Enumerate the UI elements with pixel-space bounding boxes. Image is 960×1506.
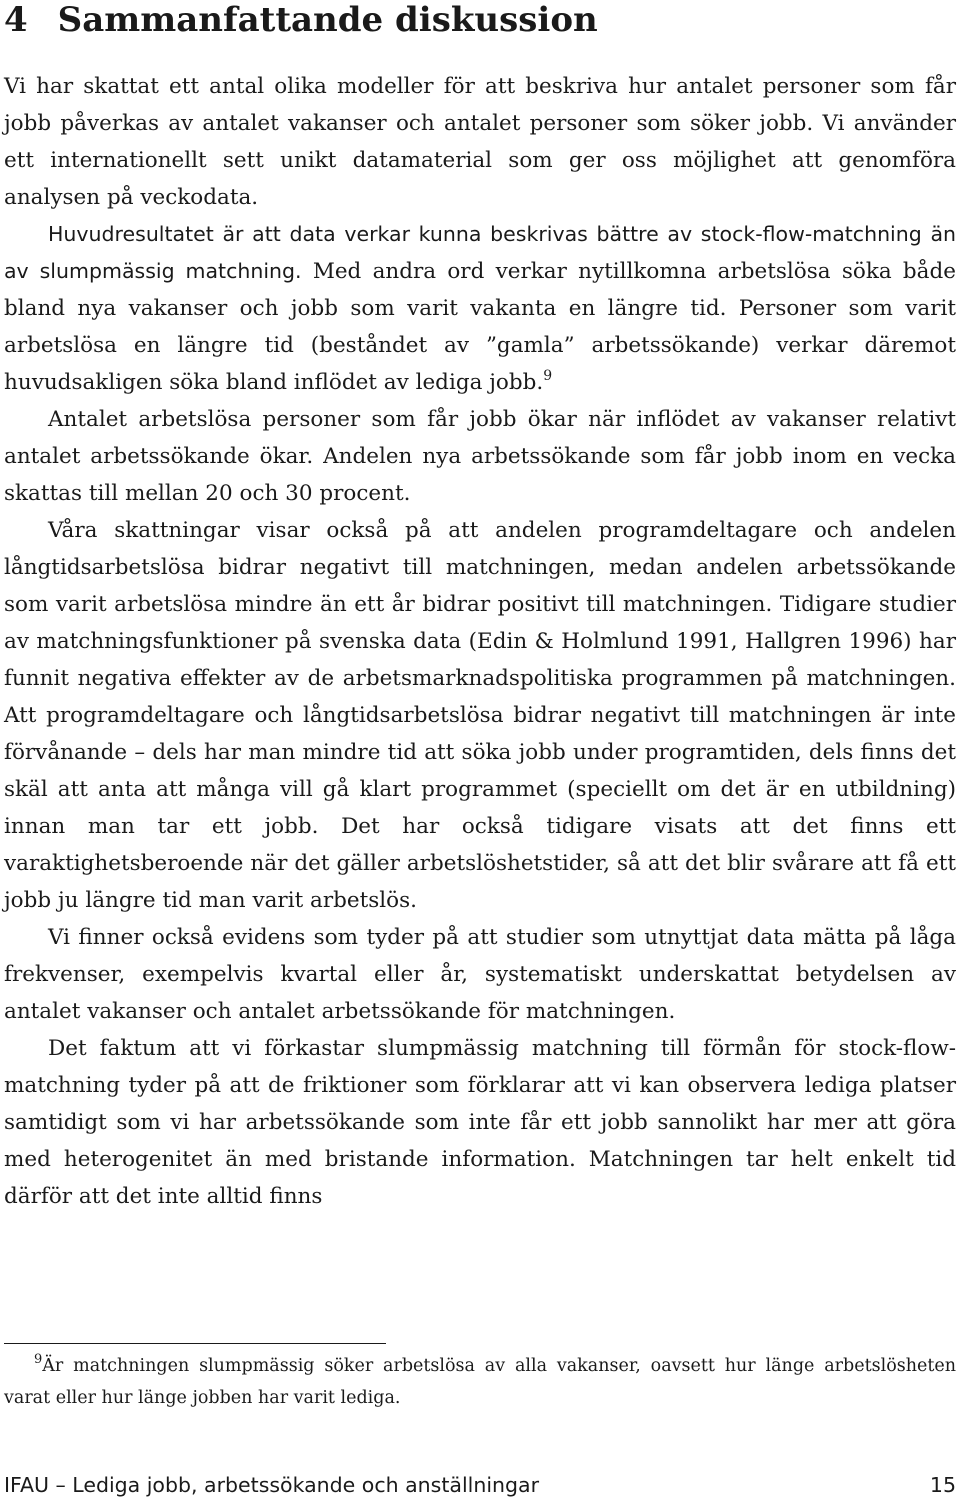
page-number: 15 xyxy=(929,1473,956,1497)
footnote-divider xyxy=(4,1343,386,1344)
paragraph-1: Vi har skattat ett antal olika modeller för att beskriva hur antalet personer som får jobb påverkas av antalet vakanser och antalet personer som söker jobb. Vi använder ett internationellt sett unikt datamaterial som ger oss möjlighet att genomföra analysen på veckodata. xyxy=(4,74,956,210)
section-number: 4 xyxy=(4,0,28,40)
paragraph-5: Vi finner också evidens som tyder på att studier som utnyttjat data mätta på låga frekvenser, exempelvis kvartal eller år, systematiskt underskattat betydelsen av antalet vakanser och antalet arbetssökande för matchningen. xyxy=(4,925,956,1024)
section-heading xyxy=(4,0,598,40)
paragraph-2 xyxy=(4,216,956,401)
paragraph-6: Det faktum att vi förkastar slumpmässig matchning till förmån för stock-flow-matchning tyder på att de friktioner som förklarar att vi kan observera lediga platser samtidigt som vi har arbetssökande som inte får ett jobb sannolikt har mer att göra med heterogenitet än med bristande information. Matchningen tar helt enkelt tid därför att det inte alltid finns xyxy=(4,1036,956,1209)
paragraph-2-sans-text: Huvudresultatet är att data verkar kunna beskrivas bättre av stock-flow-matchning än av slumpmässig matchning. xyxy=(4,222,956,283)
footnote: 9Är matchningen slumpmässig söker arbetslösa av alla vakanser, oavsett hur länge arbetslösheten varat eller hur länge jobben har varit lediga. xyxy=(4,1352,956,1408)
footer-title: IFAU – Lediga jobb, arbetssökande och anställningar xyxy=(4,1473,540,1497)
body-text xyxy=(4,68,956,1215)
section-title: Sammanfattande diskussion xyxy=(57,0,598,40)
paragraph-2-text: Med andra ord verkar nytillkomna arbetslösa söka både bland nya vakanser och jobb som varit vakanta en längre tid. Personer som varit arbetslösa en längre tid (beståndet av ”gamla” arbetssökande) verkar däremot huvudsakligen söka bland inflödet av lediga jobb. xyxy=(4,259,956,395)
footnote-reference[interactable]: 9 xyxy=(543,368,553,384)
paragraph-4: Våra skattningar visar också på att andelen programdeltagare och andelen långtidsarbetslösa bidrar negativt till matchningen, medan andelen arbetssökande som varit arbetslösa mindre än ett år bidrar positivt till matchningen. Tidigare studier av matchningsfunktioner på svenska data (Edin & Holmlund 1991, Hallgren 1996) har funnit negativa effekter av de arbetsmarknadspolitiska programmen på matchningen. Att programdeltagare och långtidsarbetslösa bidrar negativt till matchningen är inte förvånande – dels har man mindre tid att söka jobb under programtiden, dels finns det skäl att anta att många vill gå klart programmet (speciellt om det är en utbildning) innan man tar ett jobb. Det har också tidigare visats att det finns ett varaktighetsberoende när det gäller arbetslöshetstider, så att det blir svårare att få ett jobb ju längre tid man varit arbetslös. xyxy=(4,518,956,913)
paragraph-3: Antalet arbetslösa personer som får jobb ökar när inflödet av vakanser relativt antalet arbetssökande ökar. Andelen nya arbetssökande som får jobb inom en vecka skattas till mellan 20 och 30 procent. xyxy=(4,407,956,506)
footnote-text: Är matchningen slumpmässig söker arbetslösa av alla vakanser, oavsett hur länge arbetslösheten varat eller hur länge jobben har varit lediga. xyxy=(4,1356,956,1408)
page-footer xyxy=(4,1470,956,1500)
